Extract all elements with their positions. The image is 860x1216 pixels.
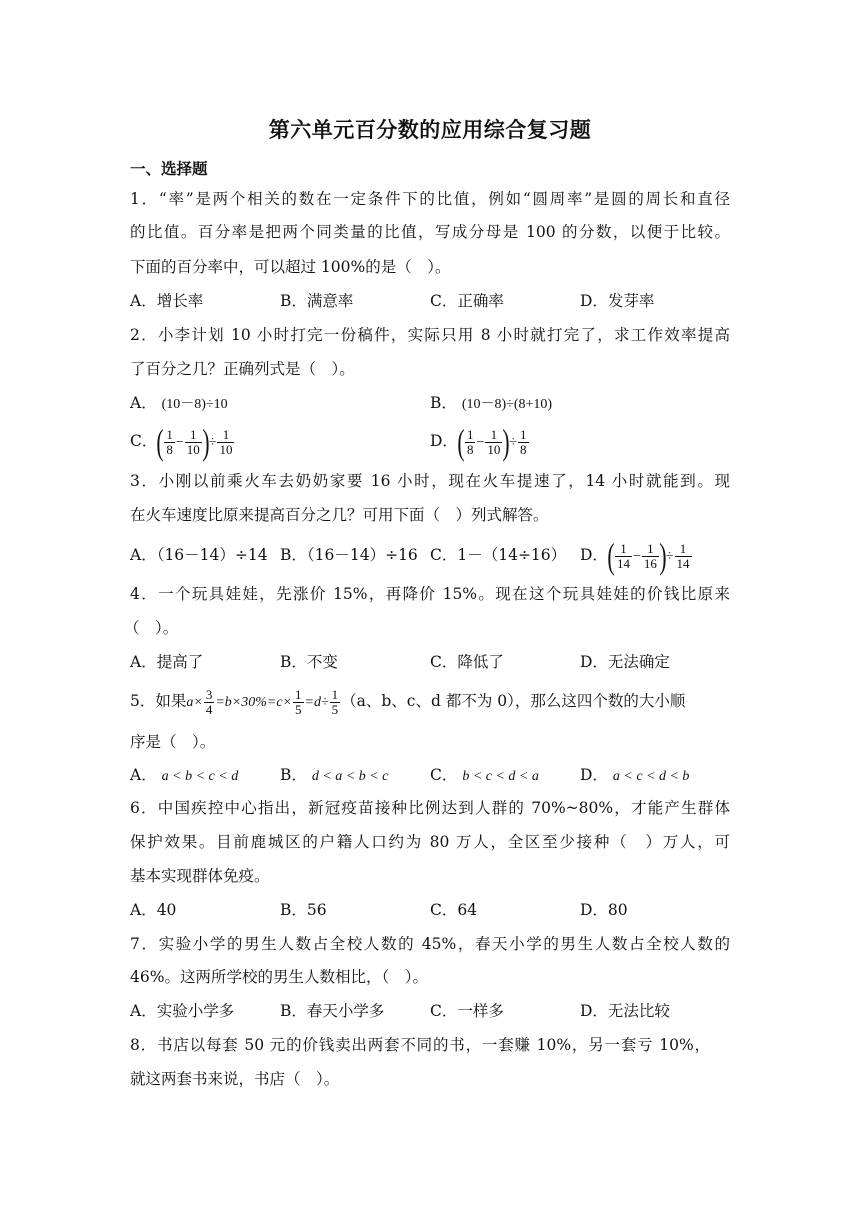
q1-line-2: 的比值。百分率是把两个同类量的比值，写成分母是 100 的分数，以便于比较。 [130, 223, 730, 241]
q1-line-1: 1．“率”是两个相关的数在一定条件下的比值，例如“圆周率”是圆的周长和直径 [130, 190, 730, 208]
fraction: $\frac{1}{8}$ [166, 426, 173, 457]
q2-option-c[interactable]: C．( $\frac{1}{8}$ − $\frac{1}{10}$ )÷ $\frac{1}{10}$ [130, 422, 233, 462]
q5-line-1: 5．如果a× $\frac{3}{4}$ =b×30%=c× $\frac{1}{5}$ =d÷ $\frac{1}{5}$ （a、b、c、d 都不为 0），那么这四个数的大小顺 [130, 686, 686, 717]
q7-option-b[interactable]: B．春天小学多 [280, 1002, 385, 1020]
q2-option-b[interactable] [430, 393, 552, 415]
q3-option-b[interactable]: B．（16－14）÷16 [280, 546, 418, 564]
q4-option-d[interactable]: D．无法确定 [580, 653, 670, 671]
q3-option-d-label: D． [580, 546, 608, 564]
fraction: $\frac{1}{8}$ [520, 426, 527, 457]
fraction: $\frac{1}{14}$ [676, 540, 690, 571]
q6-line-3: 基本实现群体免疫。 [130, 867, 270, 885]
fraction: $\frac{1}{8}$ [466, 426, 474, 457]
q7-option-c[interactable]: C．一样多 [430, 1002, 504, 1020]
q1-option-d[interactable]: D．发芽率 [580, 292, 655, 310]
q2-line-1: 2．小李计划 10 小时打完一份稿件，实际只用 8 小时就打完了，求工作效率提高 [130, 326, 730, 344]
fraction: $\frac{1}{5}$ [331, 686, 339, 717]
q5-option-b[interactable]: B． d < a < b < c [280, 766, 389, 784]
right-paren: ) [659, 536, 667, 576]
q2-option-a-expr: (10－8)÷10 [161, 397, 228, 412]
page-title: 第六单元百分数的应用综合复习题 [268, 118, 592, 142]
left-paren: ( [607, 536, 615, 576]
q6-option-d[interactable]: D．80 [580, 901, 628, 919]
left-paren: ( [457, 422, 465, 462]
q6-option-c[interactable]: C．64 [430, 901, 478, 919]
q4-line-2: （ ）。 [124, 619, 179, 637]
left-paren: ( [156, 422, 164, 462]
q5-option-a[interactable]: A． a < b < c < d [130, 766, 239, 784]
q5-option-c[interactable]: C． b < c < d < a [430, 766, 539, 784]
q4-line-1: 4．一个玩具娃娃，先涨价 15%，再降价 15%。现在这个玩具娃娃的价钱比原来 [130, 585, 730, 603]
q3-line-2: 在火车速度比原来提高百分之几？可用下面（ ）列式解答。 [130, 506, 549, 524]
fraction: $\frac{1}{10}$ [186, 426, 200, 457]
q6-option-b[interactable]: B．56 [280, 901, 327, 919]
q4-option-b[interactable]: B．不变 [280, 653, 338, 671]
fraction: $\frac{1}{10}$ [219, 426, 233, 457]
q1-line-3: 下面的百分率中，可以超过 100%的是（ ）。 [130, 258, 451, 276]
q3-option-c[interactable]: C．1－（14÷16） [430, 546, 567, 564]
fraction: $\frac{1}{5}$ [295, 686, 302, 717]
q2-option-a-label: A． [130, 394, 157, 412]
q7-option-a[interactable]: A．实验小学多 [130, 1002, 235, 1020]
fraction: $\frac{3}{4}$ [205, 686, 213, 717]
fraction: $\frac{1}{16}$ [643, 540, 657, 571]
q2-option-a[interactable] [130, 393, 228, 415]
q4-option-a[interactable]: A．提高了 [130, 653, 204, 671]
q4-option-c[interactable]: C．降低了 [430, 653, 504, 671]
q5-line-2: 序是（ ）。 [130, 733, 216, 751]
section-heading: 一、选择题 [130, 160, 208, 178]
q2-line-2: 了百分之几？正确列式是（ ）。 [130, 360, 355, 378]
q3-line-1: 3．小刚以前乘火车去奶奶家要 16 小时，现在火车提速了，14 小时就能到。现 [130, 472, 730, 490]
fraction: $\frac{1}{10}$ [487, 426, 501, 457]
q7-line-2: 46%。这两所学校的男生人数相比，（ ）。 [130, 968, 428, 986]
q1-option-b[interactable]: B．满意率 [280, 292, 354, 310]
q7-line-1: 7．实验小学的男生人数占全校人数的 45%，春天小学的男生人数占全校人数的 [130, 935, 730, 953]
q1-option-c[interactable]: C．正确率 [430, 292, 504, 310]
right-paren: ) [202, 422, 210, 462]
q1-option-a[interactable]: A．增长率 [130, 292, 204, 310]
q2-option-b-label: B． [430, 394, 457, 412]
right-paren: ) [502, 422, 510, 462]
q6-option-a[interactable]: A．40 [130, 901, 177, 919]
q2-option-b-expr: (10－8)÷(8+10) [461, 397, 553, 412]
q8-line-1: 8．书店以每套 50 元的价钱卖出两套不同的书，一套赚 10%，另一套亏 10%， [130, 1036, 710, 1054]
q3-option-a[interactable]: A．（16－14）÷14 [130, 546, 268, 564]
q3-option-d[interactable]: D．( $\frac{1}{14}$ − $\frac{1}{16}$ )÷ $\frac{1}{14}$ [580, 536, 690, 576]
q6-line-2: 保护效果。目前鹿城区的户籍人口约为 80 万人，全区至少接种（ ）万人，可 [130, 833, 730, 851]
q2-option-d-label: D． [430, 432, 458, 450]
q2-option-d[interactable]: D．( $\frac{1}{8}$ − $\frac{1}{10}$ )÷ $\frac{1}{8}$ [430, 422, 527, 462]
q8-line-2: 就这两套书来说，书店（ ）。 [130, 1070, 340, 1088]
q6-line-1: 6．中国疾控中心指出，新冠疫苗接种比例达到人群的 70%~80%，才能产生群体 [130, 799, 730, 817]
fraction: $\frac{1}{14}$ [616, 540, 630, 571]
q5-option-d[interactable]: D． a < c < d < b [580, 766, 690, 784]
q2-option-c-label: C． [130, 432, 158, 450]
q7-option-d[interactable]: D．无法比较 [580, 1002, 670, 1020]
